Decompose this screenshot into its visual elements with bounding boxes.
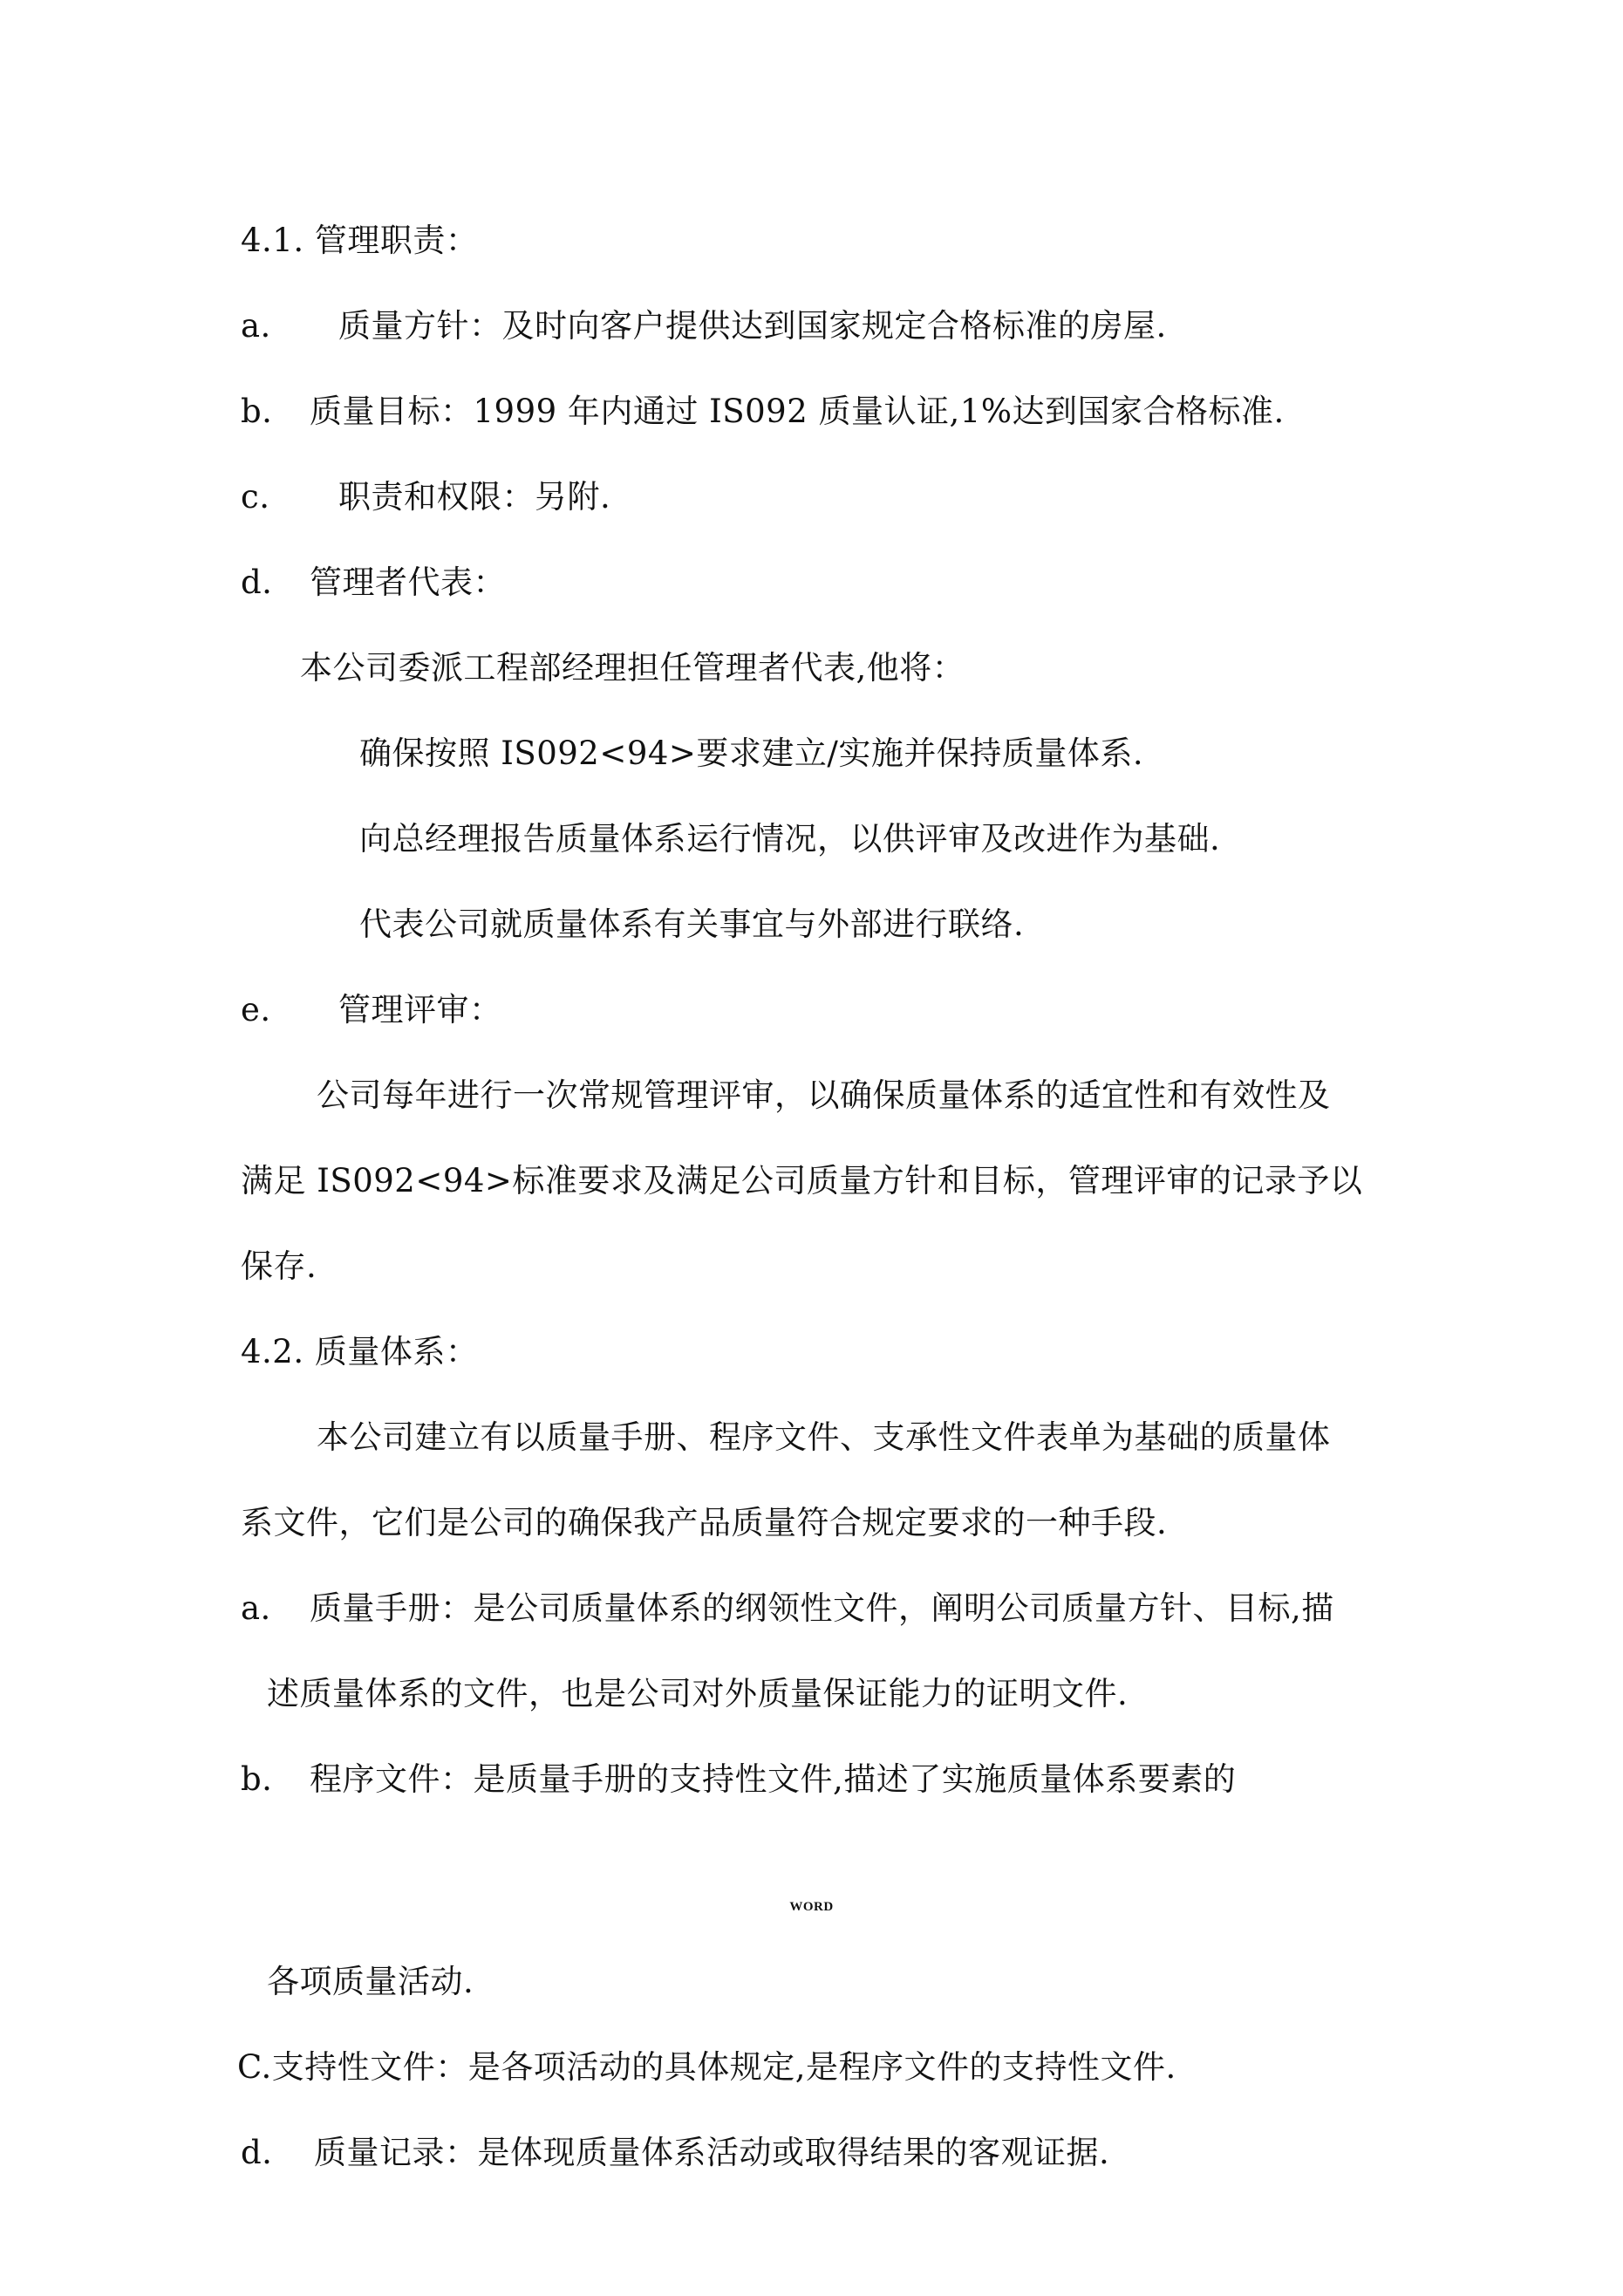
list-label: d. (241, 564, 273, 601)
list-item-a (241, 305, 1167, 347)
list-label: a. (241, 1589, 271, 1627)
list-label: d. (241, 2134, 273, 2171)
list-text: 程序文件：是质量手册的支持性文件,描述了实施质量体系要素的 (310, 1760, 1237, 1798)
section-4-1-heading: 4.1. 管理职责： (241, 222, 479, 259)
system-paragraph-line: 系文件，它们是公司的确保我产品质量符合规定要求的一种手段. (241, 1504, 1168, 1541)
review-paragraph-line: 保存. (241, 1247, 317, 1285)
review-paragraph-line: 满足 IS092<94>标准要求及满足公司质量方针和目标，管理评审的记录予以 (241, 1162, 1363, 1199)
list-text: 质量记录：是体现质量体系活动或取得结果的客观证据. (314, 2134, 1110, 2171)
rep-duty: 确保按照 IS092<94>要求建立/实施并保持质量体系. (359, 735, 1144, 772)
page-footer-label: WORD (789, 1900, 834, 1914)
list-label: c. (241, 478, 270, 516)
list-item-e (241, 989, 502, 1031)
review-paragraph-line: 公司每年进行一次常规管理评审，以确保质量体系的适宜性和有效性及 (317, 1076, 1331, 1114)
list-text: 质量方针：及时向客户提供达到国家规定合格标准的房屋. (338, 307, 1167, 345)
doc-item-b (241, 1759, 1236, 1801)
rep-duty: 代表公司就质量体系有关事宜与外部进行联络. (359, 905, 1025, 943)
doc-item-b-continued: 各项质量活动. (267, 1963, 474, 2000)
rep-intro: 本公司委派工程部经理担任管理者代表,他将： (300, 649, 965, 687)
list-label: b. (241, 393, 273, 430)
doc-item-a-continued: 述质量体系的文件，也是公司对外质量保证能力的证明文件. (267, 1675, 1129, 1712)
list-label: e. (241, 991, 271, 1028)
list-item-c (241, 476, 610, 518)
doc-item-a (241, 1588, 1334, 1630)
list-text: 质量手册：是公司质量体系的纲领性文件，阐明公司质量方针、目标,描 (310, 1589, 1334, 1627)
list-label: a. (241, 307, 271, 345)
system-paragraph-line: 本公司建立有以质量手册、程序文件、支承性文件表单为基础的质量体 (317, 1418, 1331, 1456)
list-text: 职责和权限：另附. (338, 478, 611, 516)
doc-item-c: C.支持性文件：是各项活动的具体规定,是程序文件的支持性文件. (237, 2048, 1176, 2086)
list-text: 质量目标：1999 年内通过 IS092 质量认证,1%达到国家合格标准. (310, 393, 1285, 430)
list-text: 管理评审： (338, 991, 502, 1028)
list-item-d (241, 562, 506, 604)
list-item-b (241, 391, 1285, 433)
section-4-2-heading: 4.2. 质量体系： (241, 1333, 479, 1370)
list-label: b. (241, 1760, 273, 1798)
doc-item-d (241, 2132, 1109, 2174)
rep-duty: 向总经理报告质量体系运行情况，以供评审及改进作为基础. (359, 820, 1221, 858)
list-text: 管理者代表： (310, 564, 506, 601)
